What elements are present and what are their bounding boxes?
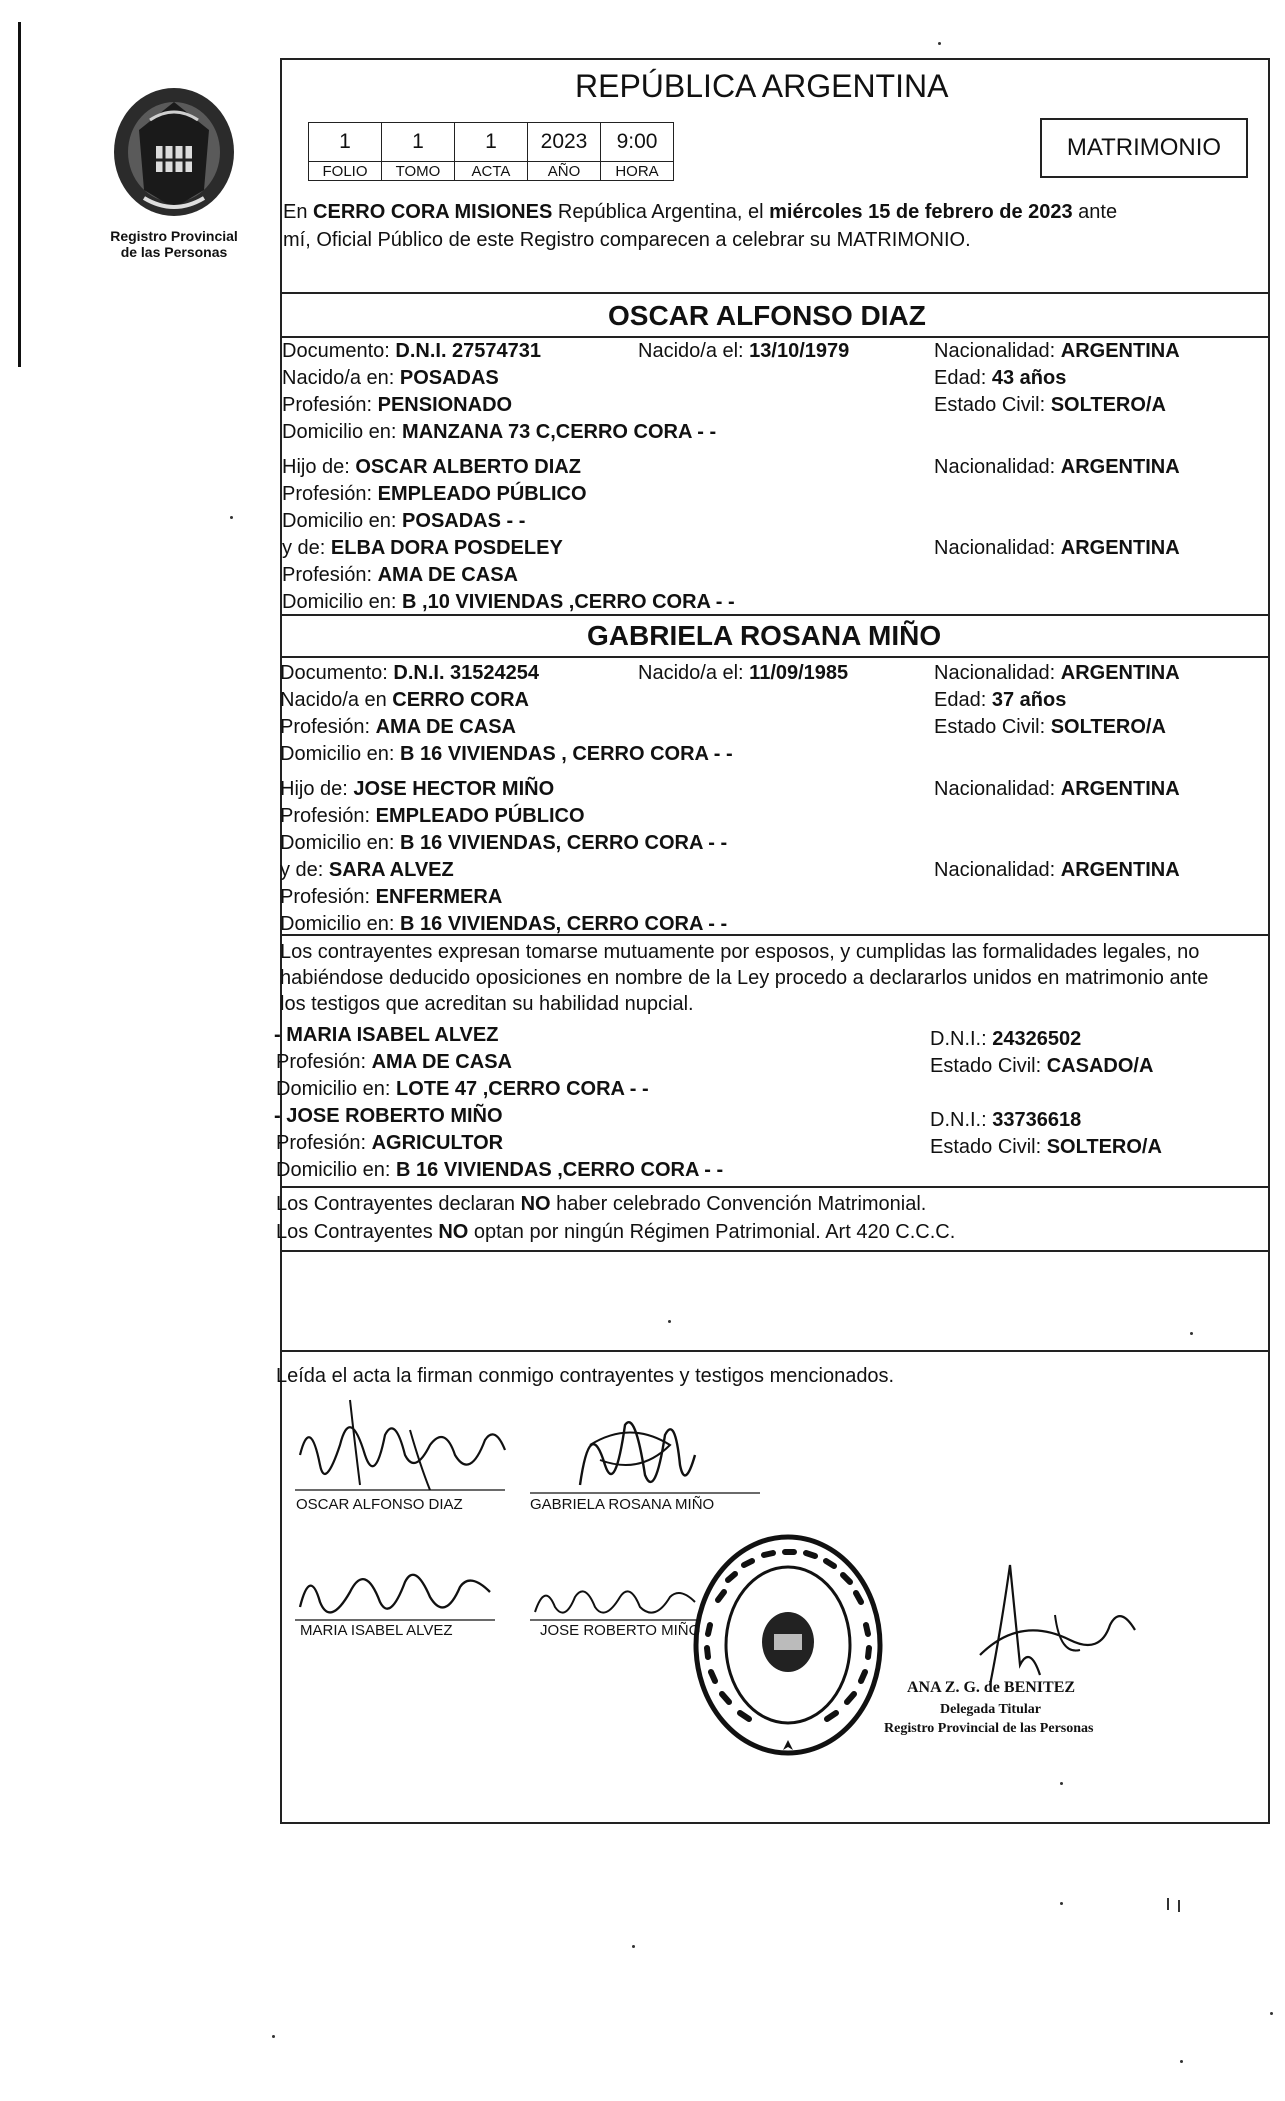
signature-label-jose: JOSE ROBERTO MIÑO (540, 1622, 701, 1639)
witness2-profession (276, 1131, 503, 1155)
spouse1-age-value: 43 años (991, 367, 1067, 389)
spouse1-birthdate-value: 13/10/1979 (749, 340, 850, 362)
spouse1-civil-label: Estado Civil: (934, 394, 1051, 416)
spouse2-age (934, 688, 1066, 712)
spouse2-civil (934, 715, 1166, 739)
witness1-civil (930, 1054, 1153, 1078)
spouse2-father-nat-value: ARGENTINA (1060, 778, 1180, 800)
spouse1-father-prof-label: Profesión: (282, 483, 378, 505)
spouse2-birthdate (638, 661, 848, 685)
witness1-prof-label: Profesión: (276, 1051, 372, 1073)
spouse2-civil-label: Estado Civil: (934, 716, 1051, 738)
rule-before-signatures (280, 1350, 1270, 1352)
scan-mark (1167, 1898, 1169, 1910)
spouse2-mother-nat (934, 858, 1180, 882)
scan-mark (1190, 1332, 1193, 1335)
spouse2-addr-value: B 16 VIVIENDAS , CERRO CORA - - (400, 743, 733, 765)
spouse2-prof-value: AMA DE CASA (375, 716, 516, 738)
spouse1-birthplace (282, 366, 499, 390)
act-type-box: MATRIMONIO (1040, 118, 1248, 178)
spouse1-birthplace-label: Nacido/a en: (282, 367, 400, 389)
rule-after-name1 (280, 336, 1270, 338)
spouse1-mother-addr-value: B ,10 VIVIENDAS ,CERRO CORA - - (402, 591, 735, 613)
intro-place: CERRO CORA MISIONES (313, 201, 553, 223)
spouse1-mother (282, 536, 563, 560)
spouse2-addr-label: Domicilio en: (280, 743, 401, 765)
intro-text-3: ante (1072, 201, 1118, 223)
spouse2-father-addr-label: Domicilio en: (280, 832, 401, 854)
spouse1-doc-value: D.N.I. 27574731 (395, 340, 542, 362)
spouse2-mother-prof-label: Profesión: (280, 886, 376, 908)
rule-after-intro (280, 292, 1270, 294)
official-office: Registro Provincial de las Personas (884, 1721, 1094, 1736)
witness1-dni-label: D.N.I.: (930, 1028, 993, 1050)
signature-label-gabriela: GABRIELA ROSANA MIÑO (530, 1496, 715, 1513)
spouse2-doc (280, 661, 539, 685)
witness1-civil-value: CASADO/A (1046, 1055, 1154, 1077)
intro-text-2: República Argentina, el (552, 201, 770, 223)
spouse1-addr-label: Domicilio en: (282, 421, 403, 443)
folio-value: 1 (309, 123, 382, 162)
convention-l2a: Los Contrayentes (276, 1221, 439, 1243)
spouse1-doc (282, 339, 541, 363)
spouse2-nat-value: ARGENTINA (1060, 662, 1180, 684)
witness2-addr-label: Domicilio en: (276, 1159, 397, 1181)
witness1-profession (276, 1050, 512, 1074)
spouse1-prof-label: Profesión: (282, 394, 378, 416)
intro-line1 (283, 200, 1117, 224)
convention-line1 (276, 1192, 926, 1216)
spouse2-doc-value: D.N.I. 31524254 (393, 662, 540, 684)
scan-mark (938, 42, 941, 45)
rule-after-name2 (280, 656, 1270, 658)
witness1-addr-value: LOTE 47 ,CERRO CORA - - (396, 1078, 649, 1100)
scan-mark (668, 1320, 671, 1323)
spouse2-nat-label: Nacionalidad: (934, 662, 1061, 684)
spouse1-father-addr-value: POSADAS - - (402, 510, 526, 532)
spouse2-nationality (934, 661, 1180, 685)
spouse1-civil-value: SOLTERO/A (1050, 394, 1166, 416)
spouse2-mother (280, 858, 454, 882)
tomo-label: TOMO (382, 162, 455, 181)
spouse1-mother-prof-value: AMA DE CASA (377, 564, 518, 586)
logo-caption (88, 228, 260, 260)
spouse2-civil-value: SOLTERO/A (1050, 716, 1166, 738)
convention-line2 (276, 1220, 955, 1244)
spouse1-mother-label: y de: (282, 537, 331, 559)
spouse1-father-value: OSCAR ALBERTO DIAZ (355, 456, 581, 478)
spouse2-mother-label: y de: (280, 859, 329, 881)
spouse1-father (282, 455, 581, 479)
spouse2-father-prof-value: EMPLEADO PÚBLICO (375, 805, 585, 827)
signature-maria (290, 1552, 500, 1632)
spouse2-father-prof (280, 804, 585, 828)
spouse1-birthdate-label: Nacido/a el: (638, 340, 750, 362)
rule-after-convention (280, 1250, 1270, 1252)
logo-caption-line2: de las Personas (120, 244, 228, 260)
spouse2-age-label: Edad: (934, 689, 992, 711)
spouse2-father (280, 777, 554, 801)
witness2-civil-label: Estado Civil: (930, 1136, 1047, 1158)
intro-date: miércoles 15 de febrero de 2023 (769, 201, 1073, 223)
spouse2-father-label: Hijo de: (280, 778, 354, 800)
spouse1-name-title: OSCAR ALFONSO DIAZ (608, 300, 926, 331)
official-name: ANA Z. G. de BENITEZ (907, 1679, 1076, 1696)
witness2-prof-label: Profesión: (276, 1132, 372, 1154)
record-table (308, 122, 674, 181)
witness1-civil-label: Estado Civil: (930, 1055, 1047, 1077)
spouse1-mother-value: ELBA DORA POSDELEY (330, 537, 563, 559)
spouse1-father-nat-label: Nacionalidad: (934, 456, 1061, 478)
convention-l1-no: NO (520, 1193, 551, 1215)
spouse2-mother-nat-label: Nacionalidad: (934, 859, 1061, 881)
witness2-civil-value: SOLTERO/A (1046, 1136, 1162, 1158)
spouse2-mother-nat-value: ARGENTINA (1060, 859, 1180, 881)
spouse1-father-label: Hijo de: (282, 456, 356, 478)
document-title: REPÚBLICA ARGENTINA (575, 68, 949, 104)
spouse2-name-title: GABRIELA ROSANA MIÑO (587, 620, 942, 651)
spouse2-birthplace-value: CERRO CORA (392, 689, 529, 711)
spouse2-mother-prof-value: ENFERMERA (375, 886, 503, 908)
scan-mark (272, 2035, 275, 2038)
rule-after-witnesses (280, 1186, 1270, 1188)
scan-mark (1060, 1782, 1063, 1785)
spouse2-profession (280, 715, 516, 739)
scan-mark (1060, 1902, 1063, 1905)
right-tick (1268, 200, 1270, 260)
witness1-prof-value: AMA DE CASA (371, 1051, 512, 1073)
signature-gabriela (530, 1405, 770, 1505)
rule-after-spouse1 (280, 614, 1270, 616)
year-label: AÑO (528, 162, 601, 181)
page-margin-bar (18, 22, 21, 367)
folio-label: FOLIO (309, 162, 382, 181)
spouse1-father-addr (282, 509, 525, 533)
spouse2-father-nat (934, 777, 1180, 801)
spouse2-address (280, 742, 733, 766)
convention-l1c: haber celebrado Convención Matrimonial. (550, 1193, 927, 1215)
logo-caption-line1: Registro Provincial (110, 228, 238, 244)
official-role: Delegada Titular (940, 1702, 1041, 1717)
spouse1-mother-prof-label: Profesión: (282, 564, 378, 586)
witness1-dni (930, 1027, 1081, 1051)
signature-label-maria: MARIA ISABEL ALVEZ (300, 1622, 453, 1639)
spouse1-nat-value: ARGENTINA (1060, 340, 1180, 362)
signature-label-oscar: OSCAR ALFONSO DIAZ (296, 1496, 463, 1513)
spouse1-age (934, 366, 1066, 390)
declaration-line2: habiéndose deducido oposiciones en nombre de la Ley procedo a declararlos unidos en matrimonio ante (280, 967, 1209, 989)
witness1-addr-label: Domicilio en: (276, 1078, 397, 1100)
spouse2-birthdate-label: Nacido/a el: (638, 662, 750, 684)
spouse1-nat-label: Nacionalidad: (934, 340, 1061, 362)
spouse1-father-addr-label: Domicilio en: (282, 510, 403, 532)
spouse1-civil (934, 393, 1166, 417)
year-value: 2023 (528, 123, 601, 162)
spouse2-father-nat-label: Nacionalidad: (934, 778, 1061, 800)
spouse1-mother-nat-value: ARGENTINA (1060, 537, 1180, 559)
spouse1-father-nat-value: ARGENTINA (1060, 456, 1180, 478)
scan-mark (1270, 2012, 1273, 2015)
spouse1-father-prof-value: EMPLEADO PÚBLICO (377, 483, 587, 505)
spouse2-father-addr (280, 831, 727, 855)
spouse1-mother-prof (282, 563, 518, 587)
spouse1-mother-addr-label: Domicilio en: (282, 591, 403, 613)
acta-label: ACTA (455, 162, 528, 181)
spouse2-birthplace (280, 688, 529, 712)
spouse2-birthplace-label: Nacido/a en (280, 689, 393, 711)
registry-logo (104, 80, 244, 230)
convention-l2-no: NO (438, 1221, 469, 1243)
scan-mark (1180, 2060, 1183, 2063)
spouse2-mother-addr (280, 912, 727, 936)
spouse1-mother-addr (282, 590, 735, 614)
witness2-dni-label: D.N.I.: (930, 1109, 993, 1131)
witness1-dni-value: 24326502 (992, 1028, 1082, 1050)
spouse1-mother-nat (934, 536, 1180, 560)
spouse2-prof-label: Profesión: (280, 716, 376, 738)
spouse1-prof-value: PENSIONADO (377, 394, 513, 416)
witness2-dni-value: 33736618 (992, 1109, 1082, 1131)
spouse2-father-value: JOSE HECTOR MIÑO (353, 778, 555, 800)
witness2-dni (930, 1108, 1081, 1132)
hour-label: HORA (601, 162, 674, 181)
tomo-value: 1 (382, 123, 455, 162)
spouse1-birthdate (638, 339, 849, 363)
spouse1-addr-value: MANZANA 73 C,CERRO CORA - - (402, 421, 717, 443)
spouse1-father-nat (934, 455, 1180, 479)
spouse2-mother-addr-value: B 16 VIVIENDAS, CERRO CORA - - (400, 913, 728, 935)
witness2-name: - JOSE ROBERTO MIÑO (274, 1105, 503, 1127)
witness2-address (276, 1158, 723, 1182)
closing-text: Leída el acta la firman conmigo contrayentes y testigos mencionados. (276, 1365, 895, 1387)
scan-mark (1178, 1900, 1180, 1912)
spouse1-mother-nat-label: Nacionalidad: (934, 537, 1061, 559)
acta-value: 1 (455, 123, 528, 162)
spouse2-age-value: 37 años (991, 689, 1067, 711)
spouse2-father-prof-label: Profesión: (280, 805, 376, 827)
spouse1-address (282, 420, 716, 444)
spouse2-mother-prof (280, 885, 502, 909)
declaration-line3: los testigos que acreditan su habilidad nupcial. (280, 993, 694, 1015)
witness1-name: - MARIA ISABEL ALVEZ (274, 1024, 499, 1046)
declaration-line1: Los contrayentes expresan tomarse mutuamente por esposos, y cumplidas las formalidades legales, no (280, 941, 1200, 963)
witness2-addr-value: B 16 VIVIENDAS ,CERRO CORA - - (396, 1159, 724, 1181)
convention-l1a: Los Contrayentes declaran (276, 1193, 521, 1215)
scan-mark (632, 1945, 635, 1948)
spouse2-mother-value: SARA ALVEZ (328, 859, 454, 881)
spouse2-birthdate-value: 11/09/1985 (749, 662, 849, 684)
signature-oscar (280, 1395, 520, 1505)
official-signature (960, 1545, 1150, 1695)
intro-text-1: En (283, 201, 314, 223)
hour-value: 9:00 (601, 123, 674, 162)
spouse1-profession (282, 393, 512, 417)
convention-l2c: optan por ningún Régimen Patrimonial. Art 420 C.C.C. (468, 1221, 956, 1243)
spouse2-mother-addr-label: Domicilio en: (280, 913, 401, 935)
spouse2-doc-label: Documento: (280, 662, 394, 684)
witness1-address (276, 1077, 649, 1101)
spouse1-nationality (934, 339, 1180, 363)
spouse1-doc-label: Documento: (282, 340, 396, 362)
witness2-prof-value: AGRICULTOR (371, 1132, 504, 1154)
spouse2-father-addr-value: B 16 VIVIENDAS, CERRO CORA - - (400, 832, 728, 854)
spouse1-birthplace-value: POSADAS (399, 367, 499, 389)
scan-mark (230, 516, 233, 519)
intro-line2: mí, Oficial Público de este Registro comparecen a celebrar su MATRIMONIO. (283, 229, 971, 251)
spouse1-father-prof (282, 482, 587, 506)
official-seal (688, 1530, 888, 1760)
witness2-civil (930, 1135, 1162, 1159)
spouse1-age-label: Edad: (934, 367, 992, 389)
